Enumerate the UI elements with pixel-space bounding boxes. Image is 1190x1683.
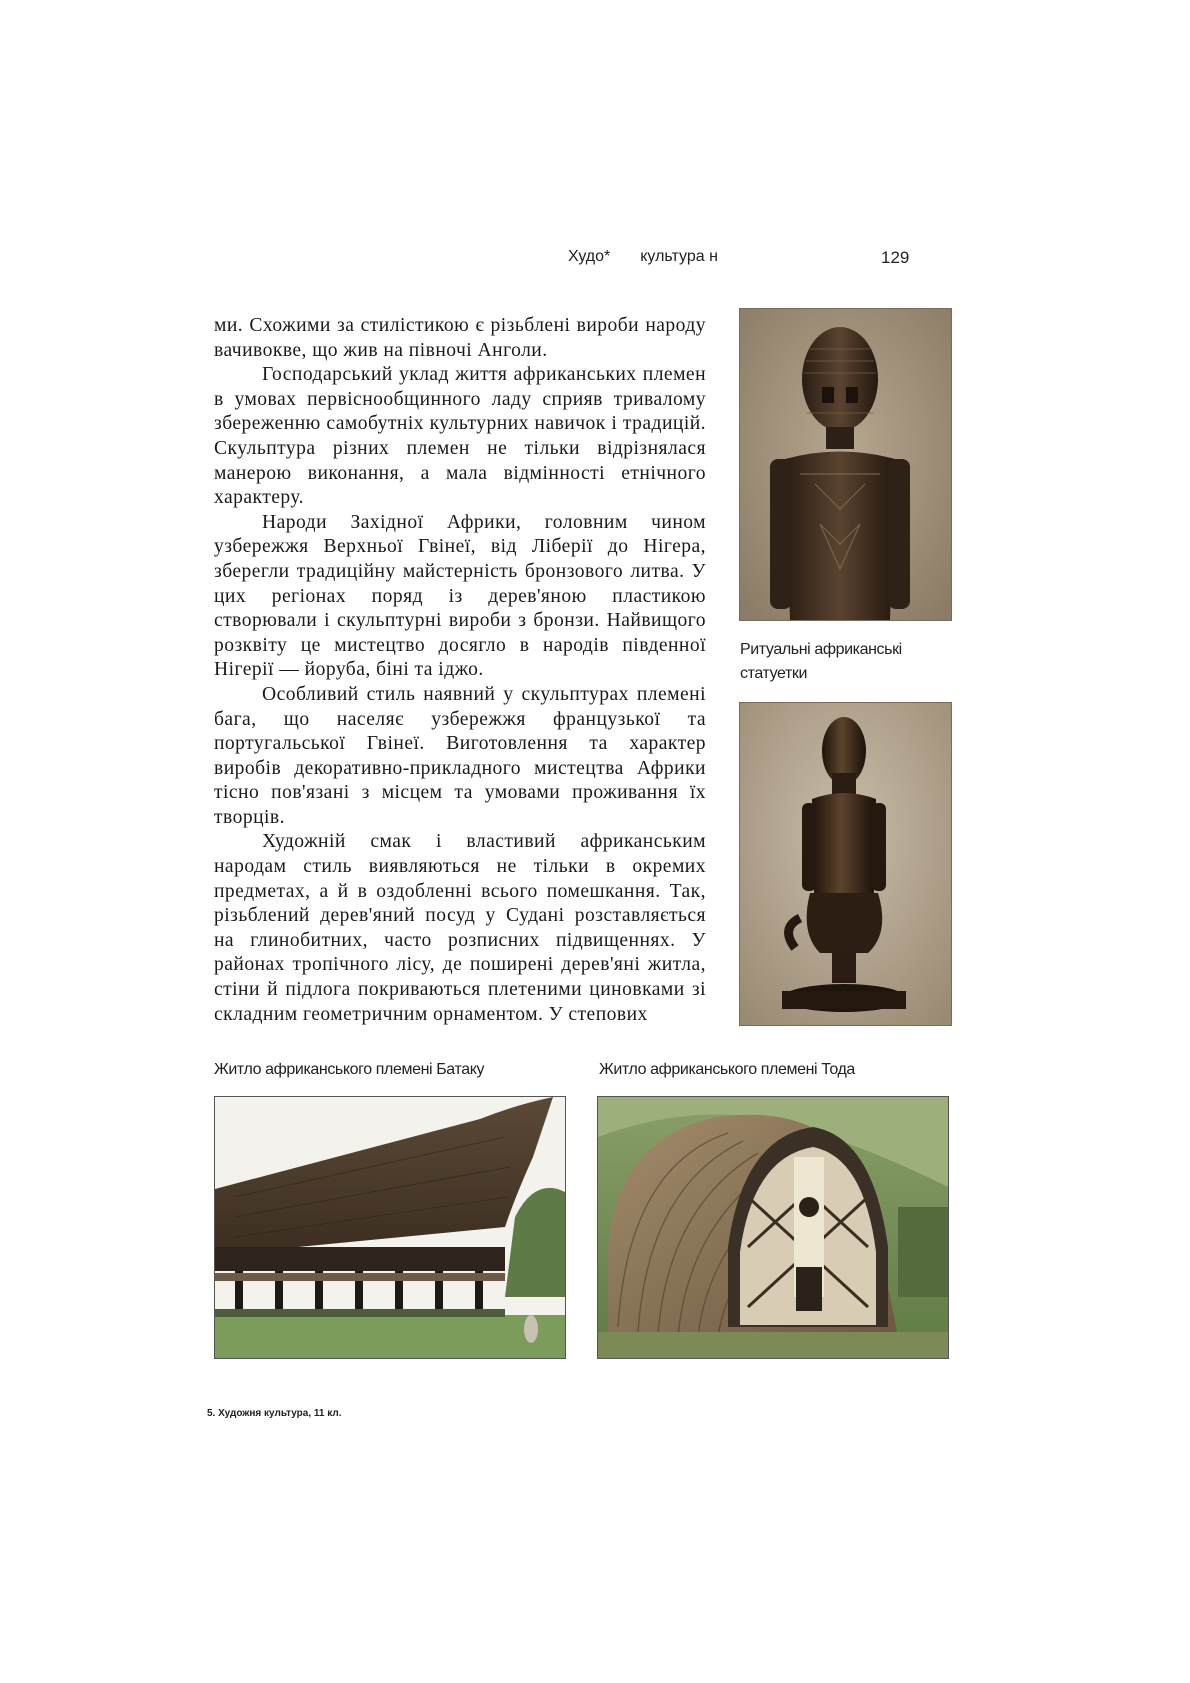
paragraph: Особливий стиль наявний у скульптурах племені бага, що населяє узбережжя французької та португальської Гвінеї. Виготовлення та характер виробів декоративно-прикладного мистецтва Африки тісно пов'язані з місцем та умовами проживання їх творців.: [214, 683, 706, 828]
paragraph: ми. Схожими за стилістикою є різьблені вироби народу вачивокве, що жив на півночі Анголи.: [214, 315, 706, 361]
statuettes-caption: Ритуальні африканські статуетки: [740, 641, 902, 682]
toda-house-photo: [597, 1096, 949, 1359]
toda-caption: Житло африканського племені Тода: [599, 1061, 855, 1078]
batak-caption: Житло африканського племені Батаку: [214, 1061, 485, 1078]
batak-house-photo: [214, 1096, 566, 1359]
running-header-part2: культура н: [640, 248, 718, 265]
running-header-part1: Худо*: [568, 248, 611, 265]
paragraph: Художній смак і властивий африканським народам стиль виявляються не тільки в окремих предметах, а й в оздобленні всього помешкання. Так, різьблений дерев'яний посуд у Судані розставляється на глинобитних, часто розписних підвищеннях. У районах тропічного лісу, де поширені дерев'яні житла, стіни й підлога покриваються плетеними циновками зі складним геометричним орнаментом. У степових: [214, 831, 706, 1025]
paragraph: Народи Західної Африки, головним чином узбережжя Верхньої Гвінеї, від Ліберії до Нігера, зберегли традиційну майстерність бронзового литва. У цих регіонах поряд із дерев'яною пластикою створювали і скульптурні вироби з бронзи. Найвищого розквіту це мистецтво досягло в народів південної Нігерії — йоруба, біні та іджо.: [214, 511, 706, 681]
statuette-photo-2: [739, 702, 952, 1026]
footer-note: 5. Художня культура, 11 кл.: [207, 1408, 342, 1419]
body-text: [214, 314, 706, 1027]
statuette-photo-1: [739, 308, 952, 621]
page-number: 129: [881, 248, 910, 267]
paragraph: Господарський уклад життя африканських племен в умовах первіснообщинного ладу сприяв тривалому збереженню самобутніх культурних навичок і традицій. Скульптура різних племен не тільки відрізнялася манерою виконання, а мала відмінності етнічного характеру.: [214, 364, 706, 509]
running-header: [568, 248, 718, 266]
